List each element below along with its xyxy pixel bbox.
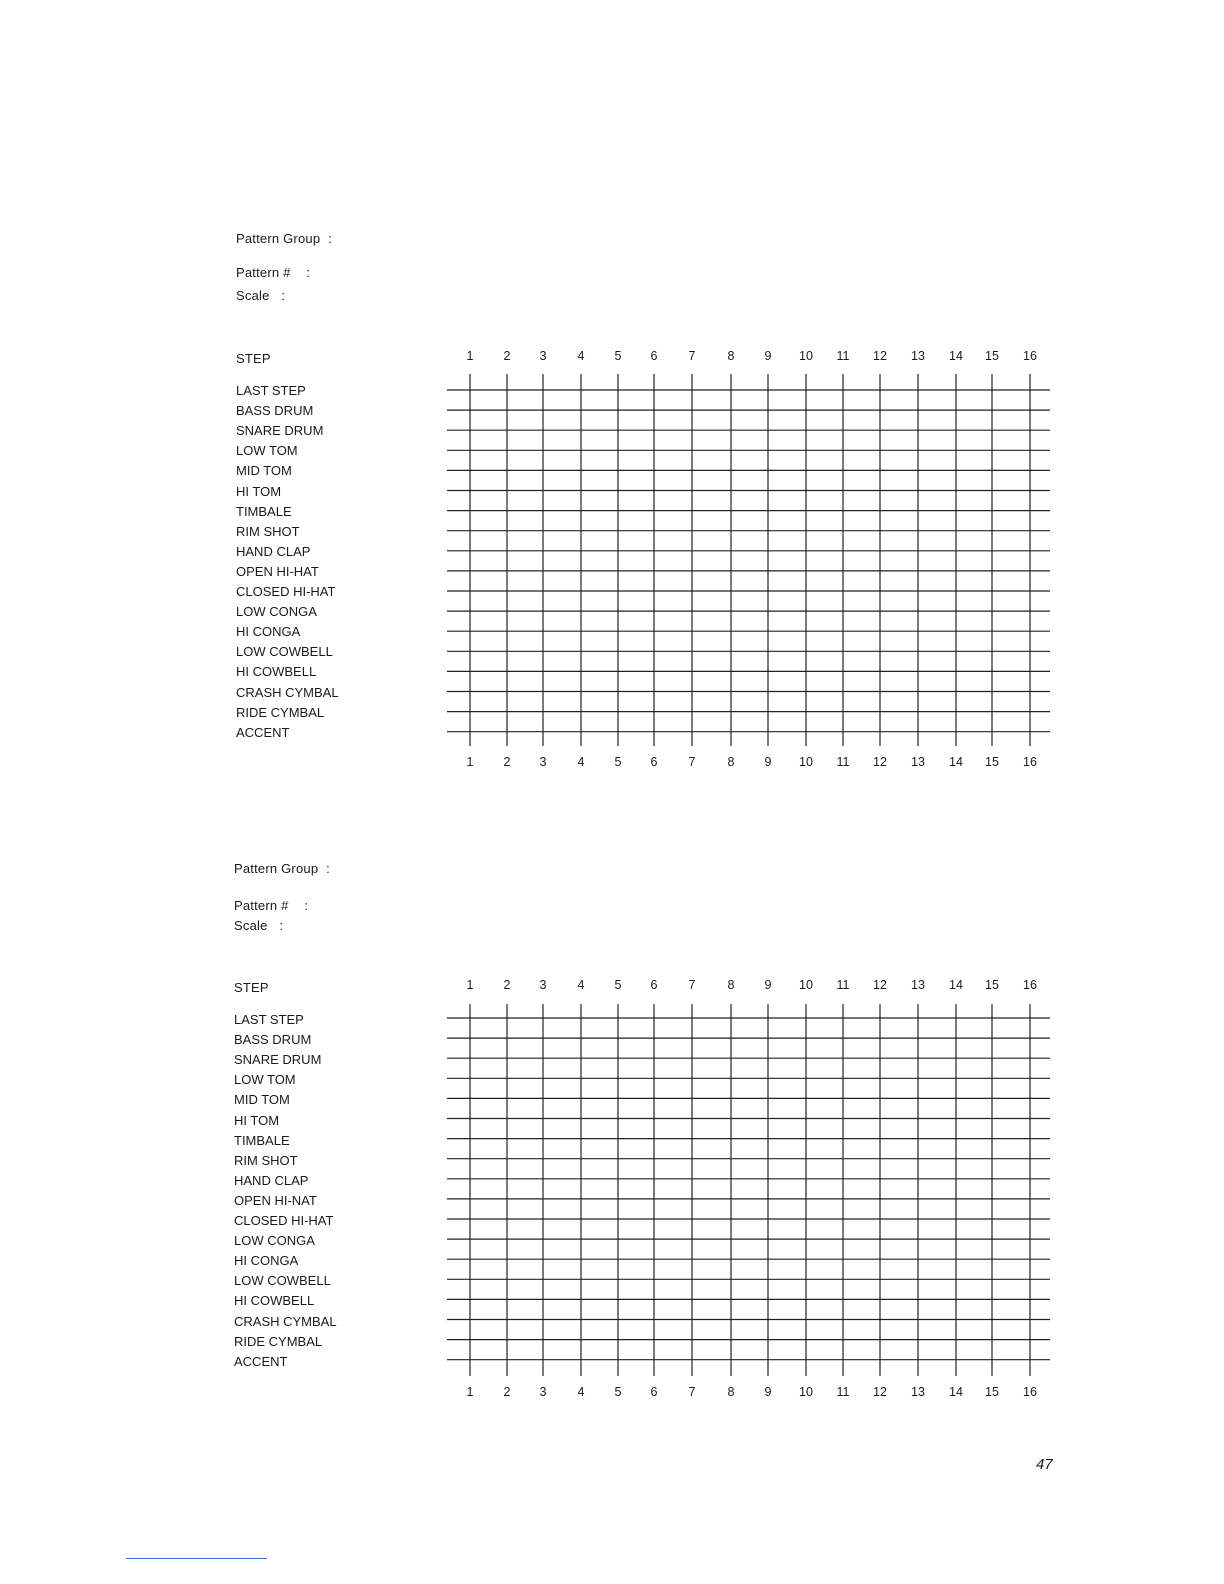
scale-separator: : [279, 918, 284, 933]
scale-separator: : [281, 288, 286, 303]
step-number-top: 2 [503, 978, 511, 992]
step-number-bottom: 3 [539, 1385, 547, 1399]
step-number-bottom: 5 [614, 1385, 622, 1399]
step-number-bottom: 8 [727, 1385, 735, 1399]
step-number-bottom: 2 [503, 755, 511, 769]
instrument-label: RIM SHOT [234, 1152, 298, 1168]
step-number-bottom: 2 [503, 1385, 511, 1399]
pattern-group-label: Pattern Group [236, 231, 321, 246]
instrument-label: OPEN HI-HAT [236, 563, 319, 579]
instrument-label: BASS DRUM [234, 1032, 312, 1048]
step-number-top: 8 [727, 978, 735, 992]
step-number-top: 15 [985, 349, 999, 363]
pattern-number-label: Pattern # [234, 898, 289, 913]
instrument-label: LOW CONGA [234, 1233, 315, 1249]
step-heading: STEP [234, 980, 269, 995]
instrument-label: MID TOM [236, 463, 292, 479]
instrument-label: OPEN HI-NAT [234, 1192, 317, 1208]
step-number-top: 10 [799, 349, 813, 363]
pattern-number-separator: : [306, 265, 311, 280]
step-number-bottom: 1 [466, 755, 474, 769]
instrument-label: HI CONGA [234, 1253, 299, 1269]
instrument-label: TIMBALE [236, 503, 292, 519]
step-number-bottom: 14 [949, 755, 963, 769]
pattern-number-row [234, 898, 308, 913]
step-number-top: 11 [836, 978, 850, 992]
step-number-top: 1 [466, 978, 474, 992]
step-number-top: 6 [650, 349, 658, 363]
step-number-bottom: 8 [727, 755, 735, 769]
step-number-bottom: 11 [836, 1385, 850, 1399]
instrument-label: RIDE CYMBAL [234, 1333, 323, 1349]
step-number-top: 1 [466, 349, 474, 363]
instrument-label: HI COWBELL [236, 664, 317, 680]
step-number-top: 3 [539, 978, 547, 992]
scale-label: Scale [236, 288, 270, 303]
step-heading: STEP [236, 351, 271, 366]
step-number-bottom: 14 [949, 1385, 963, 1399]
instrument-label: CRASH CYMBAL [234, 1313, 337, 1329]
instrument-label: LOW TOM [236, 443, 298, 459]
instrument-label: HAND CLAP [236, 543, 311, 559]
step-number-top: 11 [836, 349, 850, 363]
step-number-bottom: 7 [688, 755, 696, 769]
scale-label: Scale [234, 918, 268, 933]
step-number-top: 12 [873, 349, 887, 363]
step-number-bottom: 12 [873, 755, 887, 769]
instrument-label: HI TOM [236, 483, 282, 499]
step-number-bottom: 6 [650, 755, 658, 769]
step-number-bottom: 9 [764, 755, 772, 769]
step-number-top: 9 [764, 349, 772, 363]
pattern-group-label: Pattern Group [234, 861, 319, 876]
instrument-label: ACCENT [234, 1353, 288, 1369]
instrument-label: LAST STEP [234, 1012, 304, 1027]
step-number-bottom: 15 [985, 1385, 999, 1399]
scale-row [234, 918, 283, 933]
instrument-label: LOW CONGA [236, 604, 317, 620]
instrument-label: LOW COWBELL [236, 644, 333, 660]
pattern-group-row [234, 861, 330, 876]
step-number-bottom: 5 [614, 755, 622, 769]
step-number-bottom: 10 [799, 1385, 813, 1399]
step-number-top: 9 [764, 978, 772, 992]
step-number-top: 2 [503, 349, 511, 363]
step-number-top: 13 [911, 978, 925, 992]
step-number-bottom: 16 [1023, 1385, 1037, 1399]
instrument-label: HI CONGA [236, 624, 301, 640]
step-number-top: 14 [949, 978, 963, 992]
instrument-label: RIDE CYMBAL [236, 704, 325, 720]
step-number-top: 6 [650, 978, 658, 992]
instrument-label: ACCENT [236, 724, 290, 740]
step-number-bottom: 3 [539, 755, 547, 769]
step-number-top: 4 [577, 349, 585, 363]
step-number-top: 16 [1023, 978, 1037, 992]
step-number-bottom: 13 [911, 755, 925, 769]
instrument-label: RIM SHOT [236, 523, 300, 539]
instrument-label: CLOSED HI-HAT [234, 1213, 334, 1228]
instrument-label: SNARE DRUM [236, 423, 324, 439]
pattern-number-separator: : [304, 898, 309, 913]
step-number-bottom: 7 [688, 1385, 696, 1399]
page-number: 47 [1036, 1456, 1053, 1473]
step-number-bottom: 12 [873, 1385, 887, 1399]
footer-rule [126, 1558, 267, 1559]
step-number-top: 7 [688, 349, 696, 363]
step-number-top: 8 [727, 349, 735, 363]
step-number-bottom: 9 [764, 1385, 772, 1399]
step-number-bottom: 6 [650, 1385, 658, 1399]
instrument-label: TIMBALE [234, 1132, 290, 1148]
step-number-bottom: 13 [911, 1385, 925, 1399]
instrument-label: MID TOM [234, 1092, 290, 1108]
step-number-top: 12 [873, 978, 887, 992]
step-number-bottom: 1 [466, 1385, 474, 1399]
pattern-group-separator: : [326, 861, 330, 876]
instrument-label: BASS DRUM [236, 403, 314, 419]
instrument-label: HI TOM [234, 1112, 280, 1128]
instrument-label: LAST STEP [236, 383, 306, 398]
step-number-top: 4 [577, 978, 585, 992]
step-number-bottom: 16 [1023, 755, 1037, 769]
step-number-bottom: 4 [577, 1385, 585, 1399]
step-number-bottom: 10 [799, 755, 813, 769]
step-number-top: 3 [539, 349, 547, 363]
pattern-group-separator: : [328, 231, 332, 246]
instrument-label: SNARE DRUM [234, 1052, 322, 1068]
instrument-label: CLOSED HI-HAT [236, 584, 336, 599]
step-number-top: 15 [985, 978, 999, 992]
pattern-number-label: Pattern # [236, 265, 291, 280]
instrument-label: LOW TOM [234, 1072, 296, 1088]
step-number-bottom: 15 [985, 755, 999, 769]
step-number-top: 10 [799, 978, 813, 992]
instrument-label: CRASH CYMBAL [236, 684, 339, 700]
step-number-bottom: 11 [836, 755, 850, 769]
step-number-top: 16 [1023, 349, 1037, 363]
step-number-bottom: 4 [577, 755, 585, 769]
step-number-top: 5 [614, 978, 622, 992]
instrument-label: HAND CLAP [234, 1172, 309, 1188]
instrument-label: LOW COWBELL [234, 1273, 331, 1289]
step-number-top: 14 [949, 349, 963, 363]
step-number-top: 13 [911, 349, 925, 363]
step-number-top: 5 [614, 349, 622, 363]
instrument-label: HI COWBELL [234, 1293, 315, 1309]
step-number-top: 7 [688, 978, 696, 992]
